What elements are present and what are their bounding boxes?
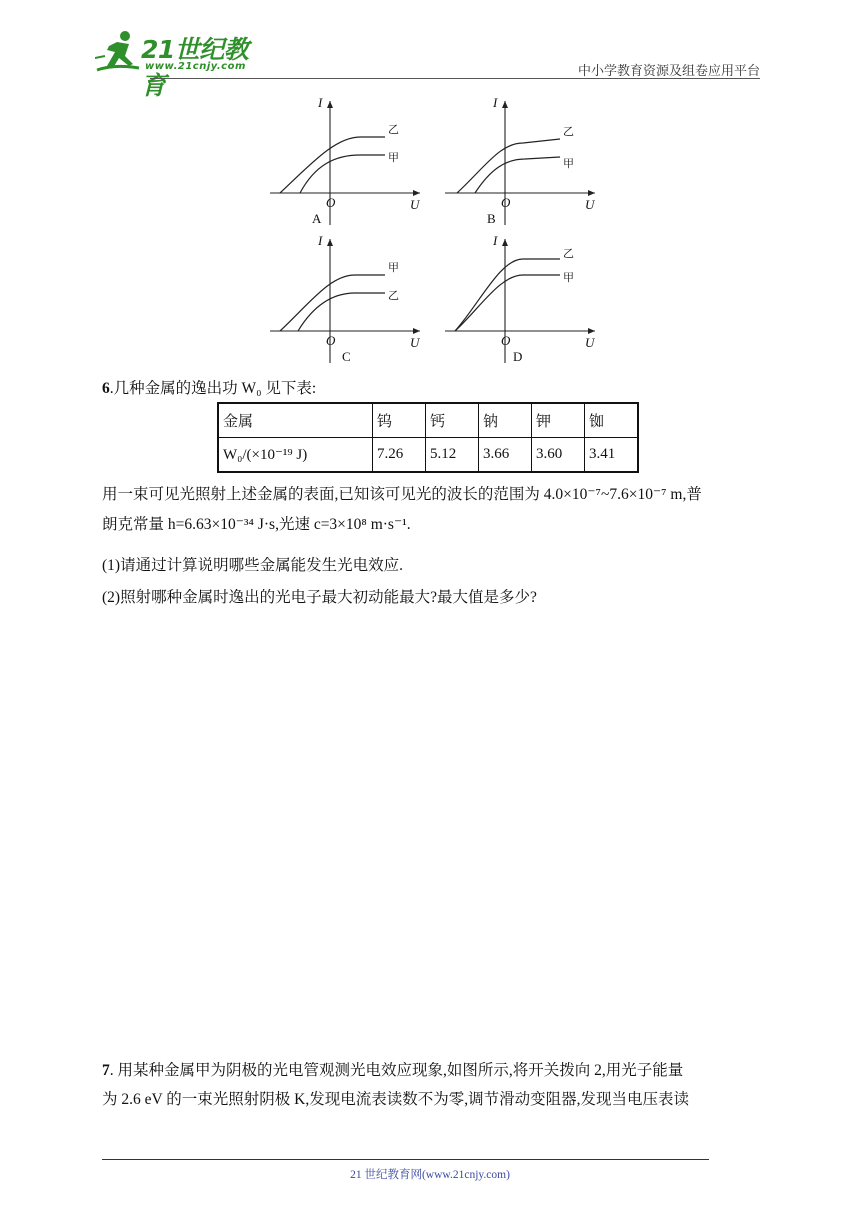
question-7-line-1-text: . 用某种金属甲为阴极的光电管观测光电效应现象,如图所示,将开关拨向 2,用光子能量 [109, 1062, 684, 1079]
graph-a-x-label: U [410, 197, 420, 212]
graph-a [260, 95, 430, 230]
graph-c [260, 233, 430, 368]
graph-d-origin: O [501, 333, 511, 348]
graph-d-upper-label: 乙 [563, 247, 574, 260]
question-6-text-line-2: 朗克常量 h=6.63×10⁻³⁴ J·s,光速 c=3×10⁸ m·s⁻¹. [102, 516, 411, 533]
graph-a-lower-label: 甲 [388, 151, 399, 164]
table-cell: 钠 [479, 403, 532, 438]
graph-b [435, 95, 605, 230]
table-header-work-function: W₀/(×10⁻¹⁹ J) [218, 438, 373, 473]
footer-link[interactable]: 21 世纪教育网(www.21cnjy.com) [350, 1169, 510, 1181]
iu-graphs-figure [260, 95, 605, 370]
footer-divider [102, 1159, 709, 1160]
question-6-stem-text: .几种金属的逸出功 W₀ 见下表: [109, 380, 317, 397]
graph-b-upper-label: 乙 [563, 125, 574, 138]
question-6-number: 6 [102, 380, 110, 397]
graph-c-origin: O [326, 333, 336, 348]
graph-b-lower-label: 甲 [563, 157, 574, 170]
table-cell: 钨 [373, 403, 426, 438]
question-6-subquestion-2: (2)照射哪种金属时逸出的光电子最大初动能最大?最大值是多少? [102, 589, 537, 606]
graph-d [435, 233, 605, 368]
question-6-subquestion-1: (1)请通过计算说明哪些金属能发生光电效应. [102, 557, 403, 574]
table-cell: 钙 [426, 403, 479, 438]
graph-c-label: C [342, 349, 351, 364]
logo-main-text: 21世纪教育 [141, 35, 249, 100]
site-logo[interactable] [95, 28, 265, 100]
platform-name: 中小学教育资源及组卷应用平台 [577, 64, 760, 79]
table-cell: 铷 [585, 403, 639, 438]
graph-b-y-label: I [493, 95, 498, 110]
graph-b-origin: O [501, 195, 511, 210]
table-cell: 3.41 [585, 438, 639, 473]
graph-a-y-label: I [318, 95, 323, 110]
graph-d-label: D [513, 349, 523, 364]
table-row [218, 403, 638, 438]
graph-a-upper-label: 乙 [388, 123, 399, 136]
question-7 [102, 1056, 767, 1114]
runner-icon [95, 28, 141, 76]
question-6-stem [102, 376, 316, 398]
table-cell: 5.12 [426, 438, 479, 473]
graph-c-x-label: U [410, 335, 420, 350]
page-header [95, 28, 760, 100]
question-7-line-2: 为 2.6 eV 的一束光照射阴极 K,发现电流表读数不为零,调节滑动变阻器,发现当电压表读 [102, 1091, 689, 1108]
table-row [218, 438, 638, 473]
graph-b-label: B [487, 211, 496, 226]
graph-a-origin: O [326, 195, 336, 210]
table-cell: 钾 [532, 403, 585, 438]
graph-c-upper-label: 甲 [388, 261, 399, 274]
graph-b-x-label: U [585, 197, 595, 212]
question-7-line-1 [102, 1056, 767, 1085]
question-6-text-line-1: 用一束可见光照射上述金属的表面,已知该可见光的波长的范围为 4.0×10⁻⁷~7.6×10⁻⁷ m,普 [102, 486, 702, 503]
graph-a-label: A [312, 211, 322, 226]
table-cell: 3.66 [479, 438, 532, 473]
graph-d-y-label: I [493, 233, 498, 248]
header-divider [150, 78, 760, 79]
table-cell: 7.26 [373, 438, 426, 473]
graph-c-lower-label: 乙 [388, 289, 399, 302]
question-7-number: 7 [102, 1062, 110, 1079]
logo-sub-text: www.21cnjy.com [145, 61, 246, 72]
graph-d-x-label: U [585, 335, 595, 350]
work-function-table [217, 402, 639, 473]
table-header-metal: 金属 [218, 403, 373, 438]
graph-d-lower-label: 甲 [563, 271, 574, 284]
graph-c-y-label: I [318, 233, 323, 248]
table-cell: 3.60 [532, 438, 585, 473]
